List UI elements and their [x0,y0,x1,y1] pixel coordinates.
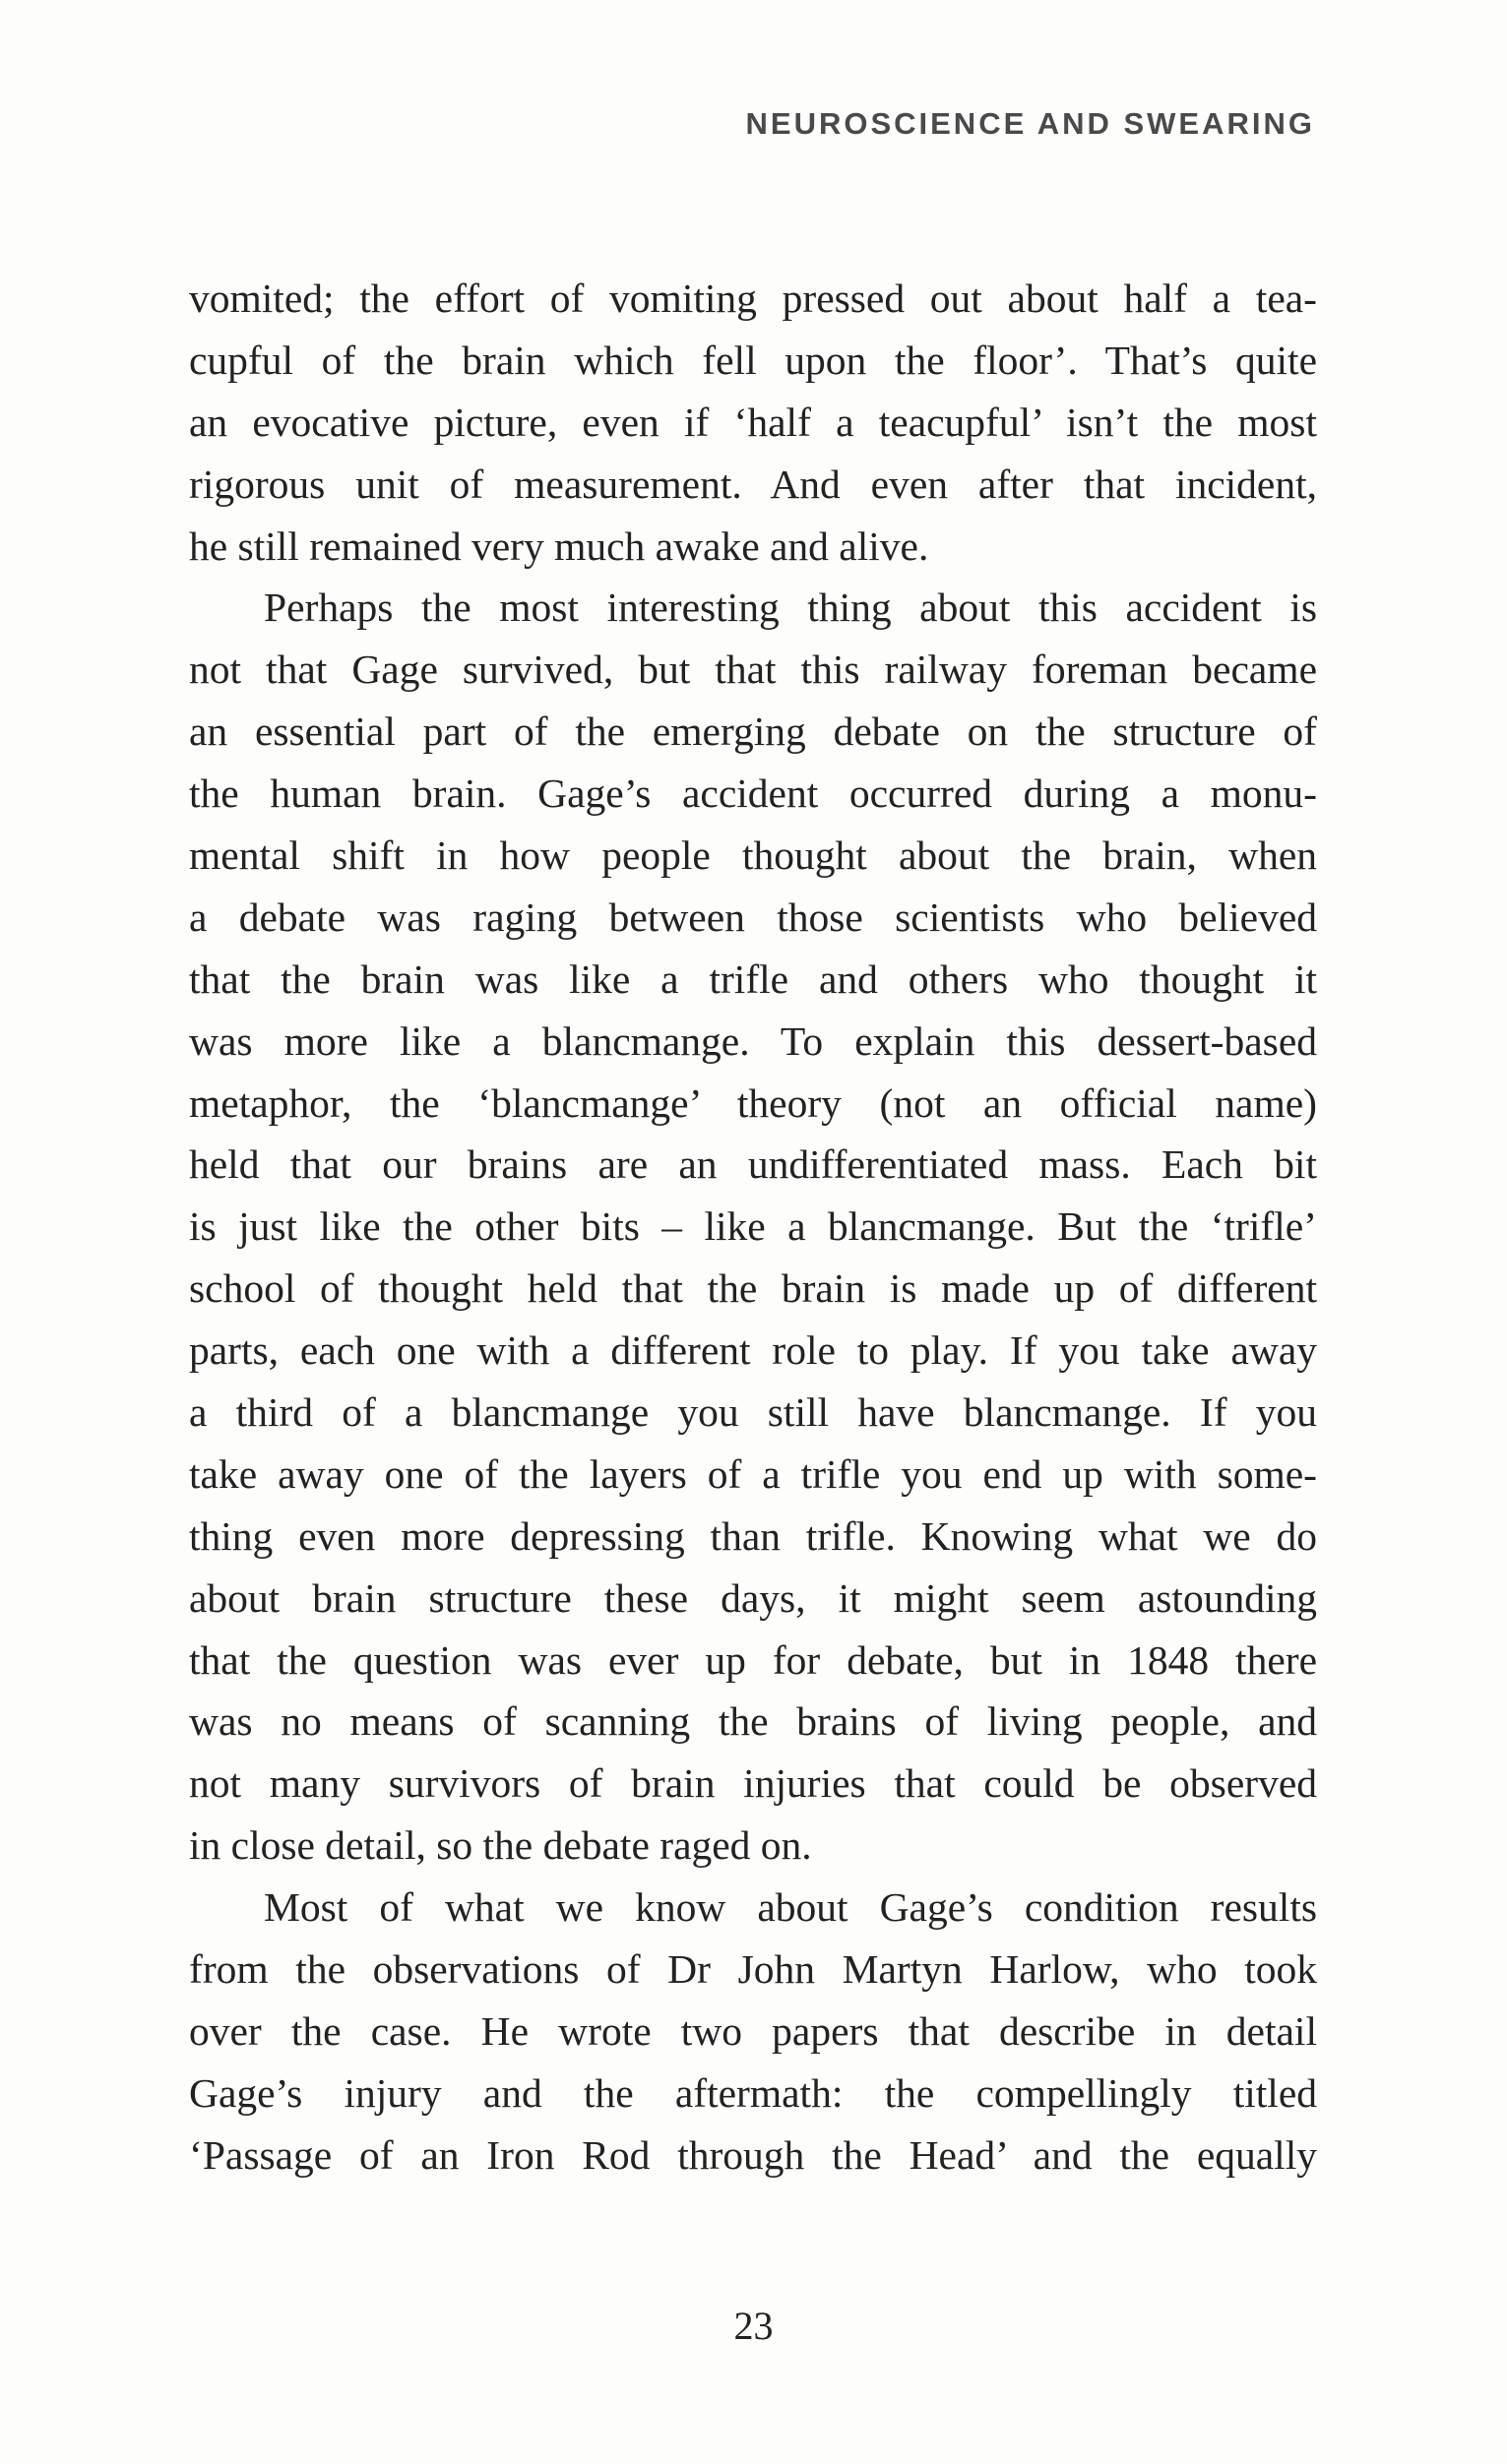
text-line: in close detail, so the debate raged on. [189,1822,812,1869]
text-line: cupful of the brain which fell upon the floor’. That’s quite [189,337,1317,383]
text-line: he still remained very much awake and alive. [189,523,929,569]
text-line: was more like a blancmange. To explain this dessert-based [189,1017,1317,1064]
text-line: vomited; the effort of vomiting pressed out about half a tea- [189,276,1317,321]
text-line: Perhaps the most interesting thing about this accident is [264,585,1317,631]
text-line: an evocative picture, even if ‘half a teacupful’ isn’t the most [189,399,1317,445]
text-line: mental shift in how people thought about the brain, when [189,832,1317,879]
text-line: from the observations of Dr John Martyn Harlow, who took [189,1946,1317,1993]
text-line: that the brain was like a trifle and others who thought it [189,955,1317,1002]
text-line: held that our brains are an undifferentiated mass. Each bit [189,1141,1317,1188]
text-line: not that Gage survived, but that this railway foreman became [189,647,1317,693]
text-line: is just like the other bits – like a blancmange. But the ‘trifle’ [189,1203,1317,1250]
text-line: metaphor, the ‘blancmange’ theory (not an official name) [189,1079,1317,1126]
text-line: parts, each one with a different role to play. If you take away [189,1327,1317,1374]
text-line: a third of a blancmange you still have blancmange. If you [189,1389,1317,1436]
text-line: school of thought held that the brain is made up of different [189,1265,1317,1312]
text-line: ‘Passage of an Iron Rod through the Head’ and the equally [189,2131,1317,2178]
text-line: a debate was raging between those scientists who believed [189,893,1317,940]
text-line: Gage’s injury and the aftermath: the compellingly titled [189,2069,1317,2116]
text-line: rigorous unit of measurement. And even after that incident, [189,461,1317,507]
text-line: was no means of scanning the brains of living people, and [189,1698,1317,1745]
text-line: thing even more depressing than trifle. Knowing what we do [189,1512,1317,1559]
text-line: the human brain. Gage’s accident occurred during a monu- [189,770,1317,817]
text-line: an essential part of the emerging debate on the structure of [189,708,1317,755]
text-line: Most of what we know about Gage’s condition results [264,1884,1317,1931]
running-head: NEUROSCIENCE AND SWEARING [745,106,1315,141]
text-line: about brain structure these days, it might seem astounding [189,1574,1317,1621]
text-line: over the case. He wrote two papers that describe in detail [189,2007,1317,2054]
body-text [189,268,1317,2187]
page-number: 23 [733,2304,774,2348]
text-line: not many survivors of brain injuries that could be observed [189,1760,1317,1807]
text-line: that the question was ever up for debate, but in 1848 there [189,1636,1317,1683]
text-line: take away one of the layers of a trifle you end up with some- [189,1450,1317,1497]
